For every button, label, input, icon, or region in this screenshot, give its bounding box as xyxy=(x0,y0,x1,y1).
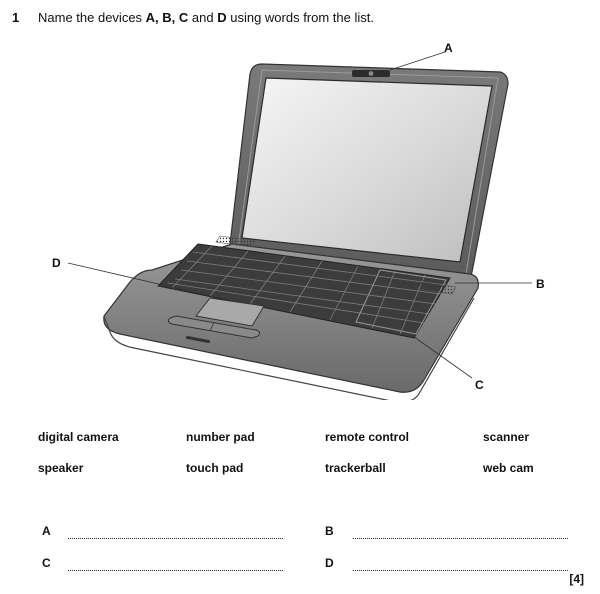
answer-line-b[interactable] xyxy=(353,538,568,539)
marks-total: [4] xyxy=(569,572,584,586)
question-text-prefix: Name the devices xyxy=(38,10,146,25)
label-a: A xyxy=(444,41,453,55)
answer-label-a: A xyxy=(42,524,51,538)
question-letters-abc: A, B, C xyxy=(145,10,189,25)
question-text-and: and xyxy=(188,10,218,25)
word-option: number pad xyxy=(186,430,255,444)
word-option: trackerball xyxy=(325,461,386,475)
answer-line-c[interactable] xyxy=(68,570,283,571)
answer-label-b: B xyxy=(325,524,334,538)
word-option: digital camera xyxy=(38,430,119,444)
word-option: remote control xyxy=(325,430,410,444)
answer-label-c: C xyxy=(42,556,51,570)
word-option: web cam xyxy=(483,461,534,475)
answer-line-a[interactable] xyxy=(68,538,283,539)
question-text-suffix: using words from the list. xyxy=(226,10,374,25)
label-b: B xyxy=(536,277,545,291)
word-option: scanner xyxy=(483,430,530,444)
word-option: touch pad xyxy=(186,461,244,475)
label-c: C xyxy=(475,378,484,392)
label-d: D xyxy=(52,256,61,270)
answer-line-d[interactable] xyxy=(353,570,568,571)
question-letter-d: D xyxy=(217,10,227,25)
question-number: 1 xyxy=(12,10,20,25)
word-option: speaker xyxy=(38,461,84,475)
laptop-screen xyxy=(242,78,492,262)
answer-label-d: D xyxy=(325,556,334,570)
